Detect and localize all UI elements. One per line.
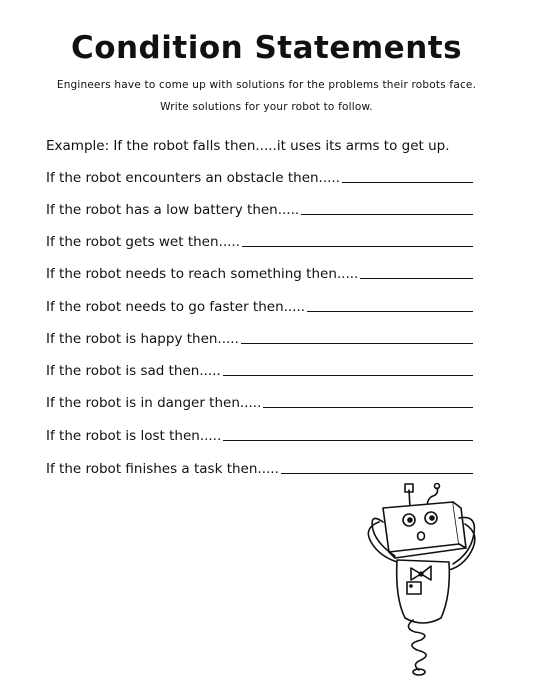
prompt-row <box>46 455 473 477</box>
prompt-text: If the robot finishes a task then..... <box>46 461 279 477</box>
prompt-row <box>46 325 473 347</box>
prompt-text: If the robot is lost then..... <box>46 428 222 444</box>
prompt-text: If the robot needs to go faster then..... <box>46 299 306 315</box>
answer-blank-line[interactable] <box>342 181 473 183</box>
answer-blank-line[interactable] <box>360 277 473 279</box>
prompt-text: If the robot needs to reach something then..... <box>46 266 359 282</box>
answer-blank-line[interactable] <box>242 245 473 247</box>
answer-blank-line[interactable] <box>301 213 473 215</box>
prompt-text: If the robot is happy then..... <box>46 331 239 347</box>
instructions-line-1: Engineers have to come up with solutions for the problems their robots face. <box>56 79 477 91</box>
prompt-text: If the robot is in danger then..... <box>46 395 262 411</box>
answer-blank-line[interactable] <box>307 310 473 312</box>
answer-blank-line[interactable] <box>263 406 473 408</box>
prompt-row <box>46 196 473 218</box>
answer-blank-line[interactable] <box>241 342 473 344</box>
prompt-row <box>46 260 473 282</box>
page-title: Condition Statements <box>70 30 463 66</box>
prompt-row <box>46 164 473 186</box>
prompt-text: If the robot has a low battery then..... <box>46 202 300 218</box>
prompt-text: If the robot is sad then..... <box>46 363 221 379</box>
prompt-row <box>46 357 473 379</box>
prompt-row <box>46 422 473 444</box>
example-statement: Example: If the robot falls then.....it uses its arms to get up. <box>46 138 450 154</box>
answer-blank-line[interactable] <box>223 374 473 376</box>
answer-blank-line[interactable] <box>223 439 473 441</box>
prompt-text: If the robot gets wet then..... <box>46 234 240 250</box>
answer-blank-line[interactable] <box>281 472 473 474</box>
prompt-row <box>46 228 473 250</box>
instructions-line-2: Write solutions for your robot to follow. <box>160 101 373 113</box>
robot-illustration-icon <box>355 478 485 678</box>
prompt-row <box>46 293 473 315</box>
prompt-row <box>46 389 473 411</box>
prompt-text: If the robot encounters an obstacle then..... <box>46 170 341 186</box>
